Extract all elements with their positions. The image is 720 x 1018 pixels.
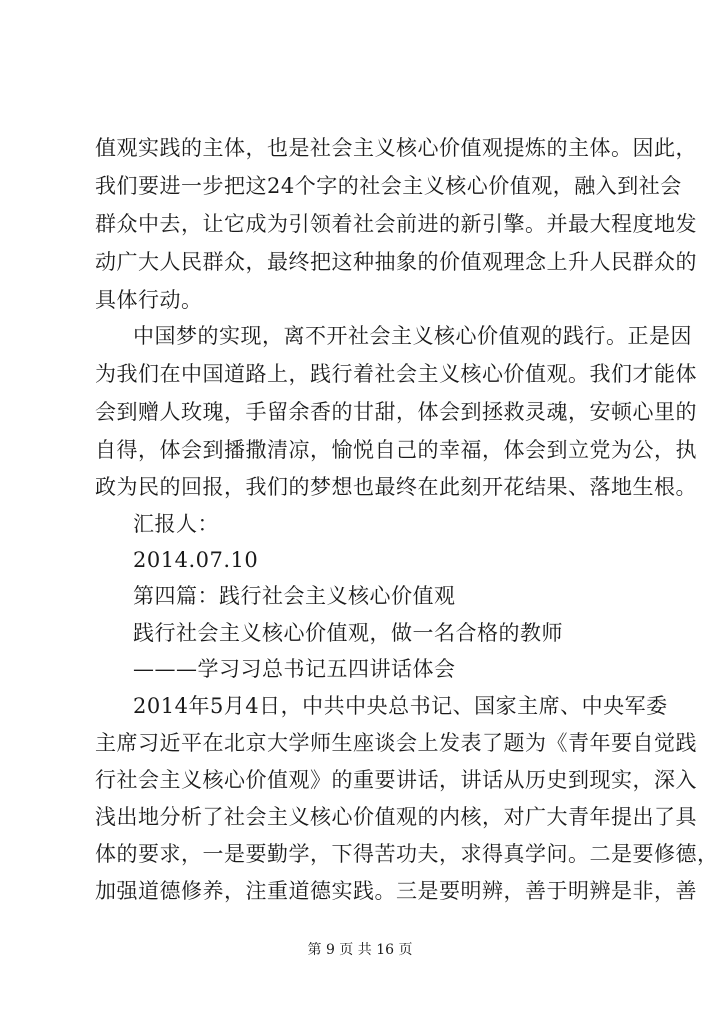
text-line: 为我们在中国道路上，践行着社会主义核心价值观。我们才能体 — [95, 362, 697, 386]
text-line: 加强道德修养，注重道德实践。三是要明辨，善于明辨是非，善 — [95, 879, 697, 903]
text-line: 行社会主义核心价值观》的重要讲话，讲话从历史到现实，深入 — [95, 768, 697, 792]
text-line: 具体行动。 — [95, 288, 203, 312]
text-line: 值观实践的主体，也是社会主义核心价值观提炼的主体。因此， — [95, 136, 697, 160]
text-line: 我们要进一步把这24个字的社会主义核心价值观，融入到社会 — [95, 174, 682, 198]
text-line: 会到赠人玫瑰，手留余香的甘甜，体会到拯救灵魂，安顿心里的 — [95, 400, 697, 424]
text-line: 群众中去，让它成为引领着社会前进的新引擎。并最大程度地发 — [95, 212, 697, 236]
text-line: 主席习近平在北京大学师生座谈会上发表了题为《青年要自觉践 — [95, 731, 697, 755]
text-line: 自得，体会到播撒清凉，愉悦自己的幸福，体会到立党为公，执 — [95, 438, 697, 462]
text-line: 浅出地分析了社会主义核心价值观的内核，对广大青年提出了具 — [95, 805, 697, 829]
page-number-footer: 第 9 页 共 16 页 — [307, 942, 413, 958]
section-heading: 第四篇：践行社会主义核心价值观 — [133, 584, 456, 608]
text-line: 动广大人民群众，最终把这种抽象的价值观理念上升人民群众的 — [95, 250, 697, 274]
text-line: 体的要求，一是要勤学，下得苦功夫，求得真学问。二是要修德， — [95, 842, 719, 866]
article-subtitle: ———学习习总书记五四讲话体会 — [133, 657, 456, 681]
reporter-label: 汇报人： — [133, 512, 219, 536]
text-line: 政为民的回报，我们的梦想也最终在此刻开花结果、落地生根。 — [95, 475, 697, 499]
paragraph-first-line: 中国梦的实现，离不开社会主义核心价值观的践行。正是因 — [133, 324, 692, 348]
report-date: 2014.07.10 — [133, 548, 259, 572]
paragraph-first-line: 2014年5月4日，中共中央总书记、国家主席、中央军委 — [133, 694, 668, 718]
article-title: 践行社会主义核心价值观，做一名合格的教师 — [133, 621, 563, 645]
